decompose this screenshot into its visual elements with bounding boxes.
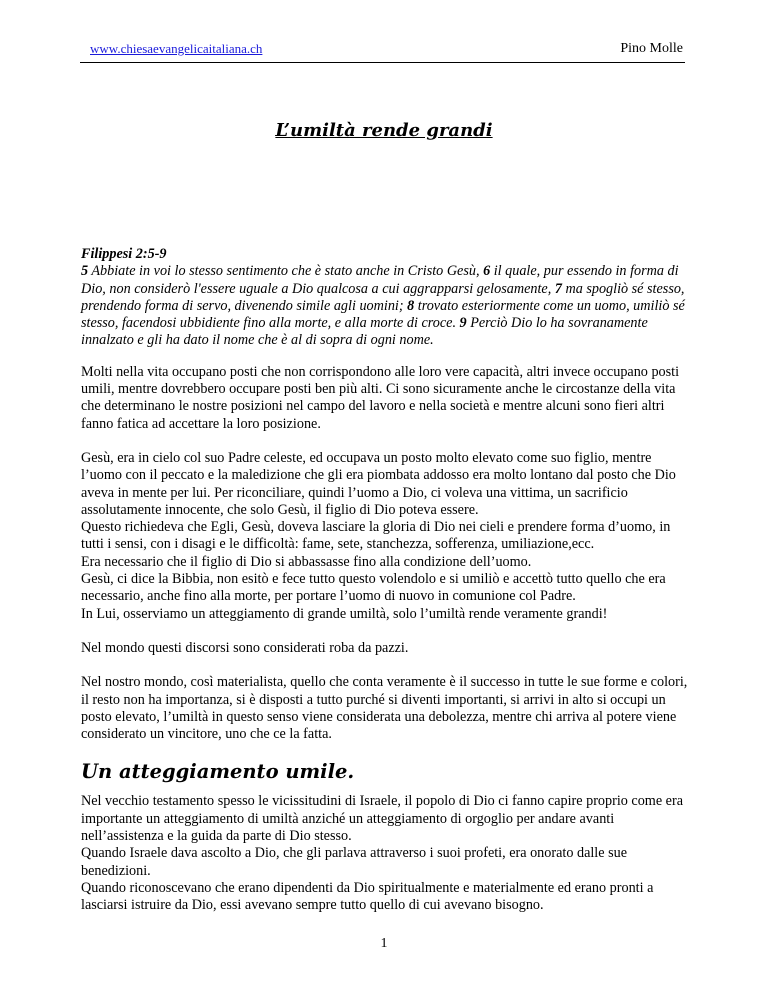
page-header — [80, 40, 685, 63]
paragraph: Quando Israele dava ascolto a Dio, che gli parlava attraverso i suoi profeti, era onorato dalle sue benedizioni. — [81, 845, 628, 879]
paragraph: Questo richiedeva che Egli, Gesù, doveva lasciare la gloria di Dio nei cieli e prendere forma d’uomo, in tutti i sensi, con i disagi e le difficoltà: fame, sete, stanchezza, sofferenza, umiliazione,ecc. — [81, 519, 671, 553]
scripture-passage — [81, 246, 693, 350]
verse-number: 8 — [407, 297, 415, 314]
paragraph: Era necessario che il figlio di Dio si abbassasse fino alla condizione dell’uomo. — [81, 553, 532, 570]
paragraph: Nel nostro mondo, così materialista, quello che conta veramente è il successo in tutte le sue forme e colori, il resto non ha importanza, si è disposti a tutto purché si diventi importanti, si arrivi in alto si occupi un posto elevato, l’umiltà in questo senso viene considerata una debolezza, mentre chi arriva al potere viene considerato un vincitore, uno che ce la fatta. — [81, 674, 688, 743]
document-title: L’umiltà rende grandi — [275, 120, 493, 141]
paragraph: Nel vecchio testamento spesso le vicissitudini di Israele, il popolo di Dio ci fanno capire proprio come era importante un atteggiamento di umiltà anziché un atteggiamento di orgoglio per andare avanti nell’assistenza e la guida da parte di Dio stesso. — [81, 793, 684, 845]
paragraph: Quando riconoscevano che erano dipendenti da Dio spiritualmente e materialmente ed erano pronti a lasciarsi istruire da Dio, essi avevano sempre tutto quello di cui avevano bisogno. — [81, 879, 654, 914]
verse-text: trovato esteriormente come un uomo, umiliò sé stesso, facendosi ubbidiente fino alla morte, e alla morte di croce. — [81, 297, 685, 332]
paragraph: Molti nella vita occupano posti che non corrispondono alle loro vere capacità, altri invece occupano posti umili, mentre dovrebbero occupare posti ben più alti. Ci sono sicuramente anche le circostanze della vita che determinano le nostre posizioni nel campo del lavoro e nella società e mentre alcuni sono fieri altri fanno fatica ad accettare la loro posizione. — [81, 363, 680, 432]
paragraph: Gesù, era in cielo col suo Padre celeste, ed occupava un posto molto elevato come suo figlio, mentre l’uomo con il peccato e la maledizione che gli era piombata addosso era molto lontano dal posto che Dio aveva in mente per lui. Per riconciliare, quindi l’uomo a Dio, ci voleva una vittima, un sacrificio assolutamente innocente, che solo Gesù, il figlio di Dio poteva essere. — [81, 449, 676, 518]
paragraph: Nel mondo questi discorsi sono considerati roba da pazzi. — [81, 639, 409, 656]
verse-number: 9 — [459, 315, 467, 332]
page-number: 1 — [380, 936, 388, 951]
verse-text: ma spogliò sé stesso, prendendo forma di servo, divenendo simile agli uomini; — [81, 280, 685, 314]
verse-number: 5 — [81, 263, 89, 280]
verse-number: 6 — [483, 263, 491, 280]
paragraph: In Lui, osserviamo un atteggiamento di grande umiltà, solo l’umiltà rende veramente grandi! — [81, 605, 608, 622]
verse-text: Perciò Dio lo ha sovranamente innalzato e gli ha dato il nome che è al di sopra di ogni nome. — [81, 315, 648, 349]
website-link[interactable]: www.chiesaevangelicaitaliana.ch — [90, 41, 263, 56]
scripture-reference: Filippesi 2:5-9 — [81, 246, 167, 262]
verse-number: 7 — [554, 280, 562, 297]
section-heading: Un atteggiamento umile. — [81, 760, 355, 784]
document-body — [81, 246, 693, 915]
verse-text: Abbiate in voi lo stesso sentimento che è stato anche in Cristo Gesù, — [88, 263, 484, 280]
paragraph: Gesù, ci dice la Bibbia, non esitò e fece tutto questo volendolo e si umiliò e accettò tutto quello che era necessario, anche fino alla morte, per portare l’uomo di nuovo in comunione col Padre. — [81, 571, 666, 605]
verse-text: il quale, pur essendo in forma di Dio, non considerò l'essere uguale a Dio qualcosa a cui aggrapparsi gelosamente, — [81, 263, 679, 297]
author-name: Pino Molle — [620, 41, 683, 56]
